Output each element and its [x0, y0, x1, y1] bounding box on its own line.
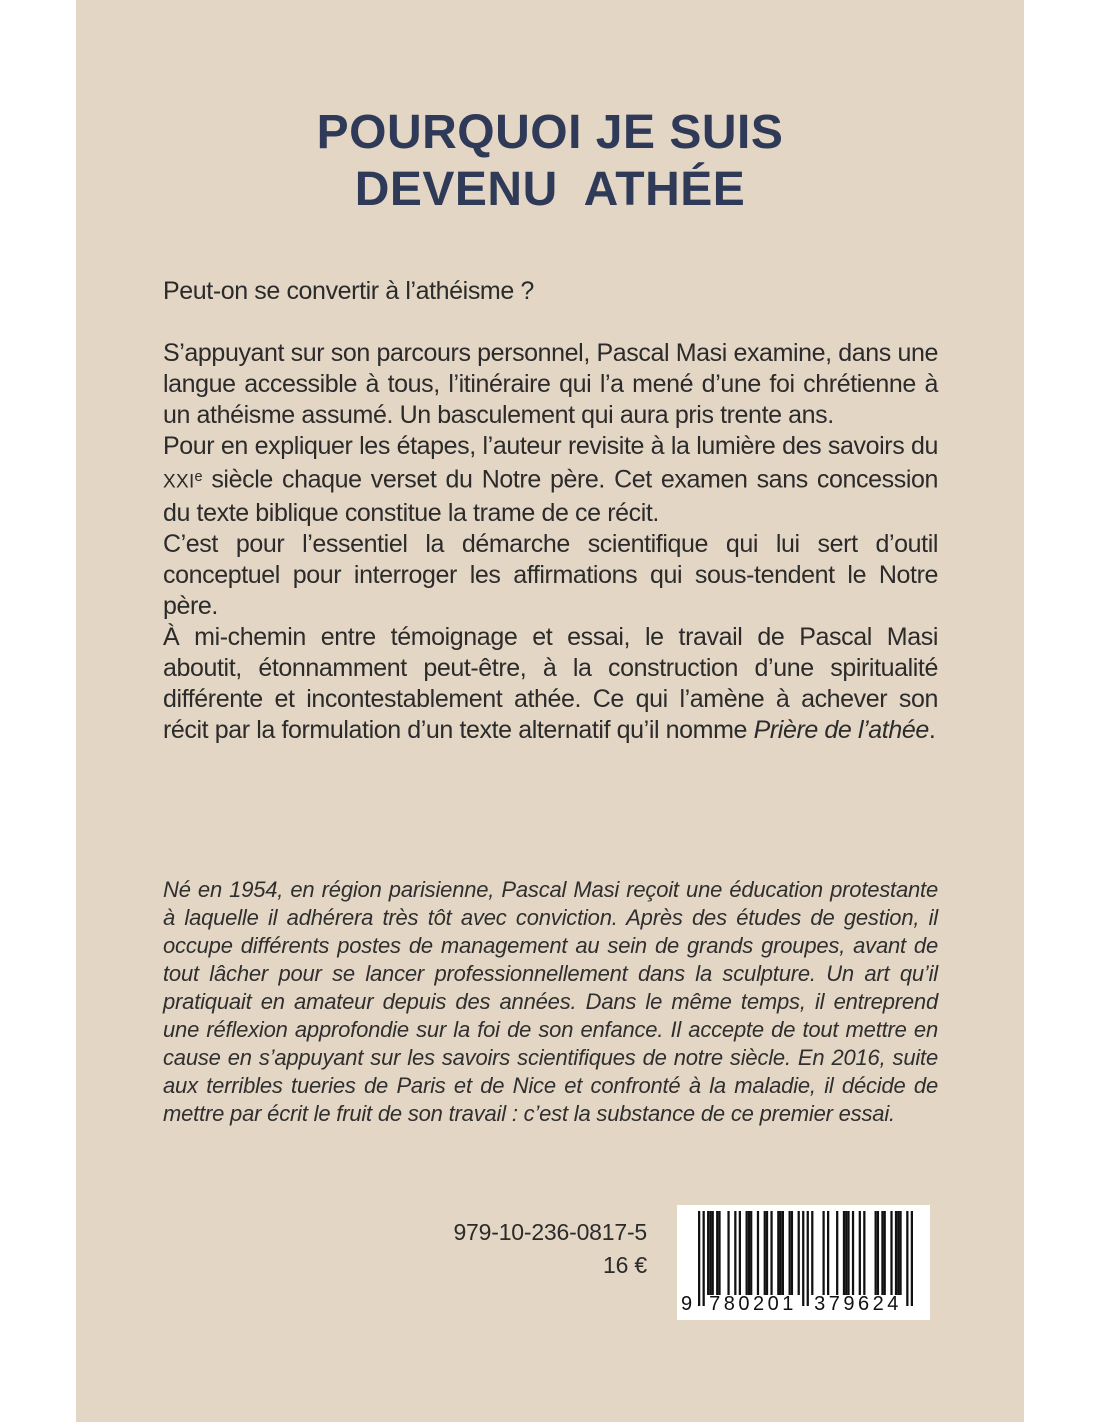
- synopsis-paragraph: [163, 529, 938, 622]
- synopsis-paragraph: [163, 622, 938, 746]
- synopsis-paragraph: [163, 338, 938, 431]
- barcode: [677, 1205, 930, 1320]
- barcode-digit-first: 9: [681, 1293, 693, 1315]
- barcode-digits-right: 379624: [814, 1293, 902, 1315]
- barcode-digits: [677, 1205, 930, 1320]
- synopsis-paragraph: [163, 431, 938, 529]
- barcode-digits-left: 780201: [709, 1293, 797, 1315]
- text-segment: À mi-chemin entre témoignage et essai, le travail de Pascal Masi aboutit, étonnamment peut-être, à la construction d’une spiritualité différente et incontestablement athée. Ce qui l’amène à achever son récit par la formulation d’un texte alternatif qu’il nomme: [163, 622, 938, 744]
- back-cover: [76, 0, 1024, 1422]
- text-segment: e: [194, 469, 203, 485]
- text-segment: XXI: [163, 471, 195, 493]
- text-segment: S’appuyant sur son parcours personnel, Pascal Masi examine, dans une langue accessible à tous, l’itinéraire qui l’a mené d’une foi chrétienne à un athéisme assumé. Un basculement qui aura pris trente ans.: [163, 339, 938, 429]
- text-segment: .: [928, 715, 936, 744]
- book-title-line2: DEVENU ATHÉE: [354, 163, 746, 216]
- synopsis-text: [163, 338, 938, 746]
- text-segment: Pour en expliquer les étapes, l’auteur revisite à la lumière des savoirs du: [163, 432, 938, 460]
- price: 16 €: [603, 1252, 647, 1278]
- text-segment: siècle chaque verset du Notre père. Cet examen sans concession du texte biblique constitue la trame de ce récit.: [163, 465, 938, 527]
- isbn-number: 979-10-236-0817-5: [453, 1219, 647, 1245]
- book-title: [76, 104, 1024, 218]
- isbn-price-block: [453, 1216, 647, 1282]
- author-bio: Né en 1954, en région parisienne, Pascal Masi reçoit une éducation protestante à laquelle il adhérera très tôt avec conviction. Après des études de gestion, il occupe différents postes de management au sein de grands groupes, avant de tout lâcher pour se lancer professionnellement dans la sculpture. Un art qu’il pratiquait en amateur depuis des années. Dans le même temps, il entreprend une réflexion approfondie sur la foi de son enfance. Il accepte de tout mettre en cause en s’appuyant sur les savoirs scientifiques de notre siècle. En 2016, suite aux terribles tueries de Paris et de Nice et confronté à la maladie, il décide de mettre par écrit le fruit de son travail : c’est la substance de ce premier essai.: [163, 877, 938, 1126]
- tagline: Peut-on se convertir à l’athéisme ?: [163, 277, 534, 305]
- text-segment: C’est pour l’essentiel la démarche scientifique qui lui sert d’outil conceptuel pour interroger les affirmations qui sous-tendent le Notre père.: [163, 529, 938, 620]
- text-segment: Prière de l’athée: [753, 715, 929, 744]
- book-title-line1: POURQUOI JE SUIS: [316, 106, 784, 159]
